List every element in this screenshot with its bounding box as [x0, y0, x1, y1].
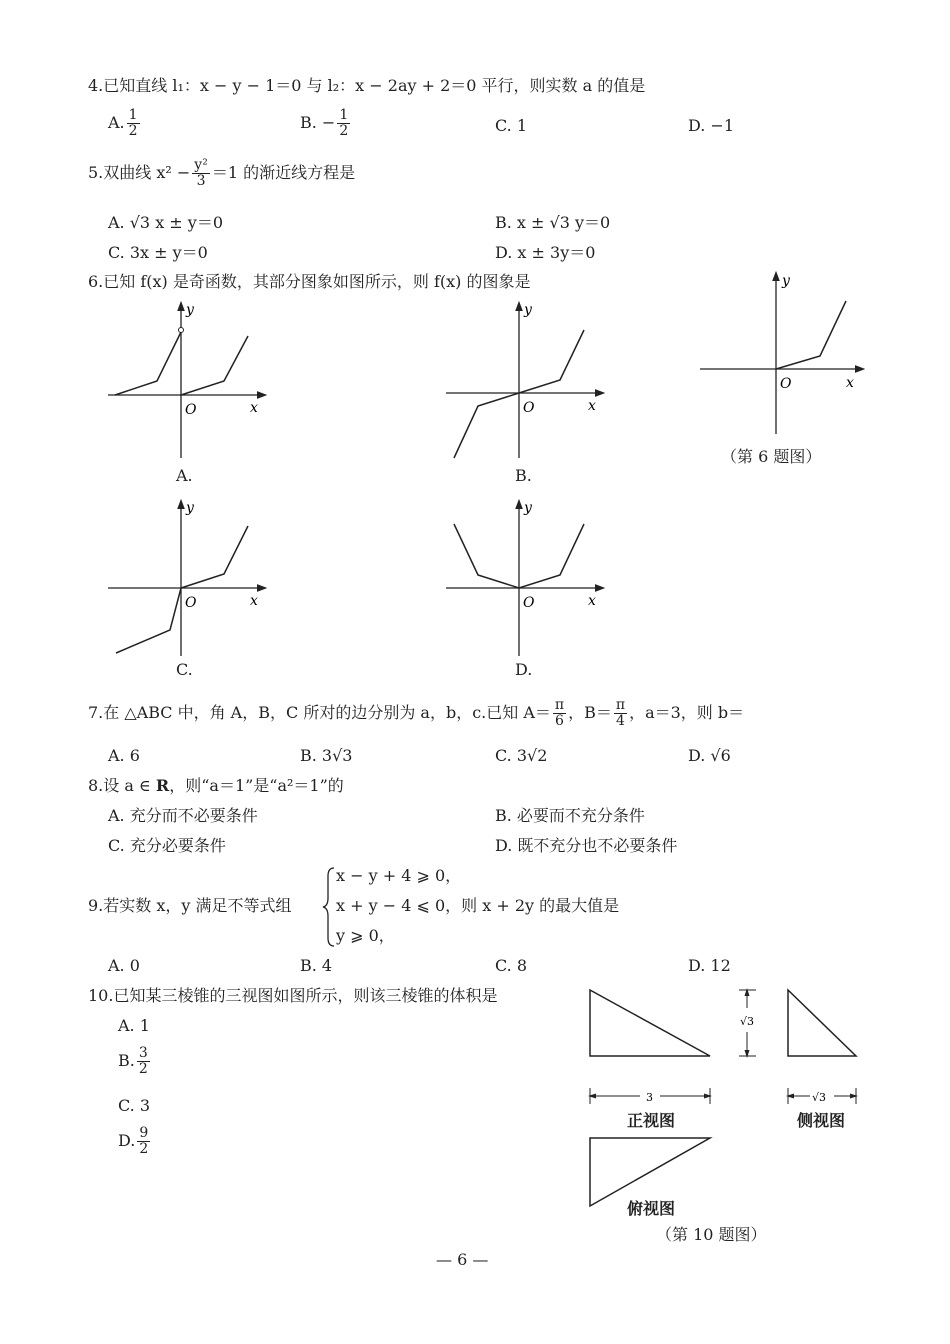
- q8-option-b: B. 必要而不充分条件: [495, 806, 645, 825]
- q8-stem: 8.设 a ∈ R，则“a＝1”是“a²＝1”的: [88, 776, 344, 795]
- q4-option-d: D. −1: [688, 116, 735, 135]
- q5-option-a: A. √3 x ± y＝0: [108, 213, 224, 232]
- q8-option-a: A. 充分而不必要条件: [108, 806, 258, 825]
- axis-y-label: y: [782, 273, 790, 289]
- q6-stem: 6.已知 f(x) 是奇函数，其部分图象如图所示，则 f(x) 的图象是: [88, 272, 531, 291]
- q6-graph-d: [438, 496, 608, 661]
- q10-front-view-label: 正视图: [627, 1111, 676, 1130]
- q5-option-c: C. 3x ± y＝0: [108, 243, 208, 262]
- q10-stem: 10.已知某三棱锥的三视图如图所示，则该三棱锥的体积是: [88, 986, 498, 1005]
- q4-option-c: C. 1: [495, 116, 528, 135]
- q9-stem: 9.若实数 x，y 满足不等式组: [88, 896, 292, 915]
- q7-option-c: C. 3√2: [495, 746, 548, 765]
- q5-option-b: B. x ± √3 y＝0: [495, 213, 611, 232]
- axis-x-label: x: [846, 375, 854, 391]
- q6-label-b: B.: [515, 466, 532, 485]
- dim-height-label: √3: [740, 1015, 755, 1028]
- axis-x-label: x: [250, 593, 258, 609]
- q10-three-views: [580, 980, 870, 1220]
- page-number: — 6 —: [436, 1250, 489, 1269]
- q7-stem: 7.在 △ABC 中，角 A，B，C 所对的边分别为 a，b，c.已知 A＝ $\frac{\pi}{6}$ ，B＝ $\frac{\pi}{4}$ ，a＝3，则 b＝: [88, 697, 745, 729]
- q8-option-c: C. 充分必要条件: [108, 836, 226, 855]
- q10-option-b: B. $\frac{3}{2}$: [118, 1045, 148, 1077]
- q4-stem: 4.已知直线 l₁：x − y − 1＝0 与 l₂：x − 2ay + 2＝0 平行，则实数 a 的值是: [88, 76, 646, 95]
- q5-option-d: D. x ± 3y＝0: [495, 243, 596, 262]
- dim-side-label: √3: [812, 1091, 827, 1104]
- dim-front-label: 3: [646, 1091, 653, 1104]
- q9-constraint-1: x − y + 4 ⩾ 0，: [336, 866, 462, 885]
- axis-x-label: x: [588, 593, 596, 609]
- axis-y-label: y: [186, 302, 194, 318]
- q10-top-view-label: 俯视图: [627, 1199, 676, 1218]
- q9-constraint-3: y ⩾ 0，: [336, 926, 395, 945]
- q10-figure-caption: （第 10 题图）: [656, 1225, 767, 1244]
- q6-reference-graph: [696, 268, 866, 438]
- q9-option-b: B. 4: [300, 956, 333, 975]
- origin-label: O: [780, 376, 792, 392]
- axis-x-label: x: [250, 400, 258, 416]
- q6-graph-c: [100, 496, 270, 661]
- q4-option-b: B. − $\frac{1}{2}$: [300, 107, 349, 139]
- q10-option-a: A. 1: [118, 1016, 150, 1035]
- q7-option-a: A. 6: [108, 746, 140, 765]
- q10-side-view-label: 侧视图: [797, 1111, 846, 1130]
- origin-label: O: [185, 595, 197, 611]
- origin-label: O: [523, 400, 535, 416]
- q10-option-c: C. 3: [118, 1096, 151, 1115]
- q10-option-d: D. $\frac{9}{2}$: [118, 1125, 149, 1157]
- q6-graph-a: [100, 298, 270, 463]
- q7-option-d: D. √6: [688, 746, 731, 765]
- q5-stem: 5.双曲线 x² − $\frac{\text{y²}}{3}$ ＝1 的渐近线方程是: [88, 157, 356, 189]
- q6-figure-caption: （第 6 题图）: [721, 447, 822, 466]
- q6-label-a: A.: [176, 466, 193, 485]
- q9-left-brace: [322, 866, 336, 948]
- axis-y-label: y: [524, 500, 532, 516]
- q4-option-a: A. $\frac{1}{2}$: [108, 107, 138, 139]
- q6-graph-b: [438, 298, 608, 463]
- origin-label: O: [523, 595, 535, 611]
- q9-option-c: C. 8: [495, 956, 528, 975]
- axis-x-label: x: [588, 398, 596, 414]
- origin-label: O: [185, 402, 197, 418]
- q9-option-a: A. 0: [108, 956, 140, 975]
- q6-label-c: C.: [176, 660, 193, 679]
- front-view-triangle: [590, 990, 710, 1056]
- q7-option-b: B. 3√3: [300, 746, 353, 765]
- q9-option-d: D. 12: [688, 956, 731, 975]
- q8-option-d: D. 既不充分也不必要条件: [495, 836, 678, 855]
- q6-label-d: D.: [515, 660, 533, 679]
- axis-y-label: y: [524, 302, 532, 318]
- side-view-triangle: [788, 990, 856, 1056]
- axis-y-label: y: [186, 500, 194, 516]
- q9-constraint-2: x + y − 4 ⩽ 0，则 x + 2y 的最大值是: [336, 896, 620, 915]
